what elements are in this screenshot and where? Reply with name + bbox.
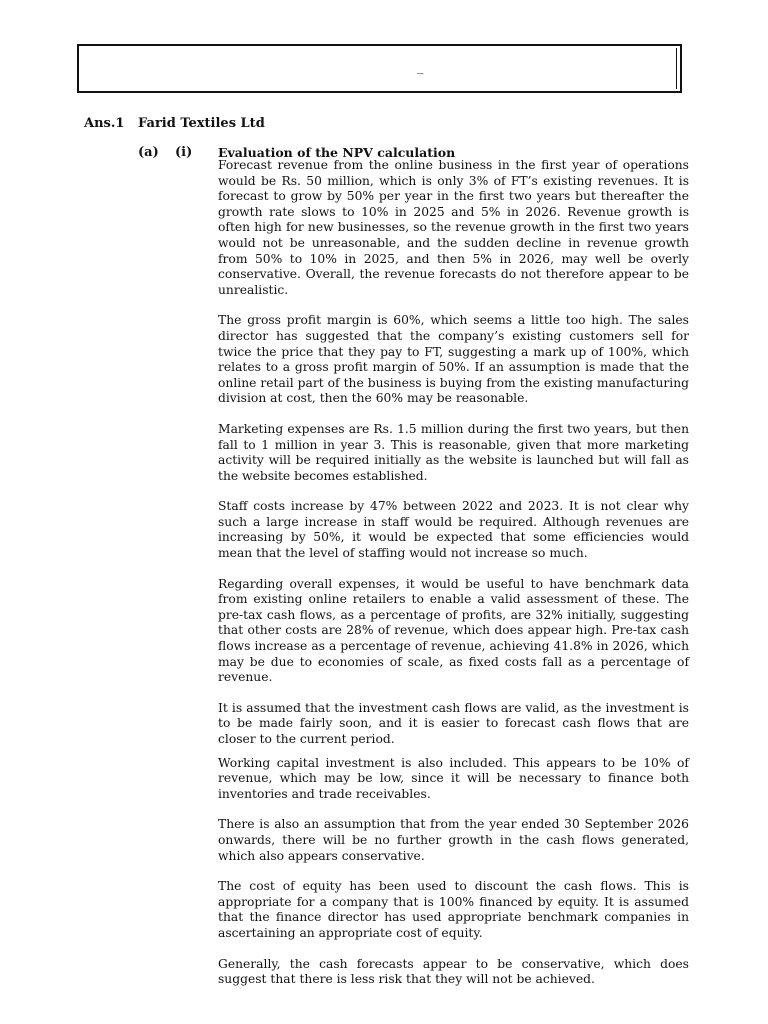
paragraph-cost-of-equity: The cost of equity has been used to discount the cash flows. This is appropriate for a company that is 100% financed by equity. It is assumed that the finance director has used appropriate benchmark companies in ascertaining an appropriate cost of equity. xyxy=(218,879,689,940)
paragraph-gross-profit: The gross profit margin is 60%, which seems a little too high. The sales director has suggested that the company’s existing customers sell for twice the price that they pay to FT, suggesting a mark up of 100%, which relates to a gross profit margin of 50%. If an assumption is made that the online retail part of the business is buying from the existing manufacturing division at cost, then the 60% may be reasonable. xyxy=(218,313,689,406)
paragraph-staff-costs: Staff costs increase by 47% between 2022 and 2023. It is not clear why such a large increase in staff would be required. Although revenues are increasing by 50%, it would be expected that some efficiencies would mean that the level of staffing would not increase so much. xyxy=(218,499,689,561)
part-label: (a) xyxy=(138,145,159,160)
subpart-label: (i) xyxy=(175,145,193,160)
paragraph-growth-assumption: There is also an assumption that from the year ended 30 September 2026 onwards, there will be no further growth in the cash flows generated, which also appears conservative. xyxy=(218,817,689,863)
answer-label: Ans.1 xyxy=(84,116,125,131)
paragraph-working-capital: Working capital investment is also included. This appears to be 10% of revenue, which may be low, since it will be necessary to finance both inventories and trade receivables. xyxy=(218,755,689,801)
answer-body xyxy=(218,158,689,1003)
section-heading: Evaluation of the NPV calculation xyxy=(218,145,456,160)
paragraph-conclusion: Generally, the cash forecasts appear to be conservative, which does suggest that there is less risk that they will not be achieved. xyxy=(218,956,689,987)
paragraph-marketing: Marketing expenses are Rs. 1.5 million during the first two years, but then fall to 1 million in year 3. This is reasonable, given that more marketing activity will be required initially as the website is launched but will fall as the website becomes established. xyxy=(218,421,689,483)
paragraph-revenue: Forecast revenue from the online business in the first year of operations would be Rs. 50 million, which is only 3% of FT’s existing revenues. It is forecast to grow by 50% per year in the first two years but thereafter the growth rate slows to 10% in 2025 and 5% in 2026. Revenue growth is often high for new businesses, so the revenue growth in the first two years would not be unreasonable, and the sudden decline in revenue growth from 50% to 10% in 2025, and then 5% in 2026, may well be overly conservative. Overall, the revenue forecasts do not therefore appear to be unrealistic. xyxy=(218,158,689,297)
header-box xyxy=(77,44,682,93)
paragraph-investment: It is assumed that the investment cash flows are valid, as the investment is to be made fairly soon, and it is easier to forecast cash flows that are closer to the current period. xyxy=(218,700,689,746)
paragraph-overall-expenses: Regarding overall expenses, it would be useful to have benchmark data from existing online retailers to enable a valid assessment of these. The pre-tax cash flows, as a percentage of profits, are 32% initially, suggesting that other costs are 28% of revenue, which does appear high. Pre-tax cash flows increase as a percentage of revenue, achieving 41.8% in 2026, which may be due to economies of scale, as fixed costs fall as a percentage of revenue. xyxy=(218,576,689,685)
company-title: Farid Textiles Ltd xyxy=(138,116,265,131)
header-mark: _ xyxy=(417,60,424,75)
